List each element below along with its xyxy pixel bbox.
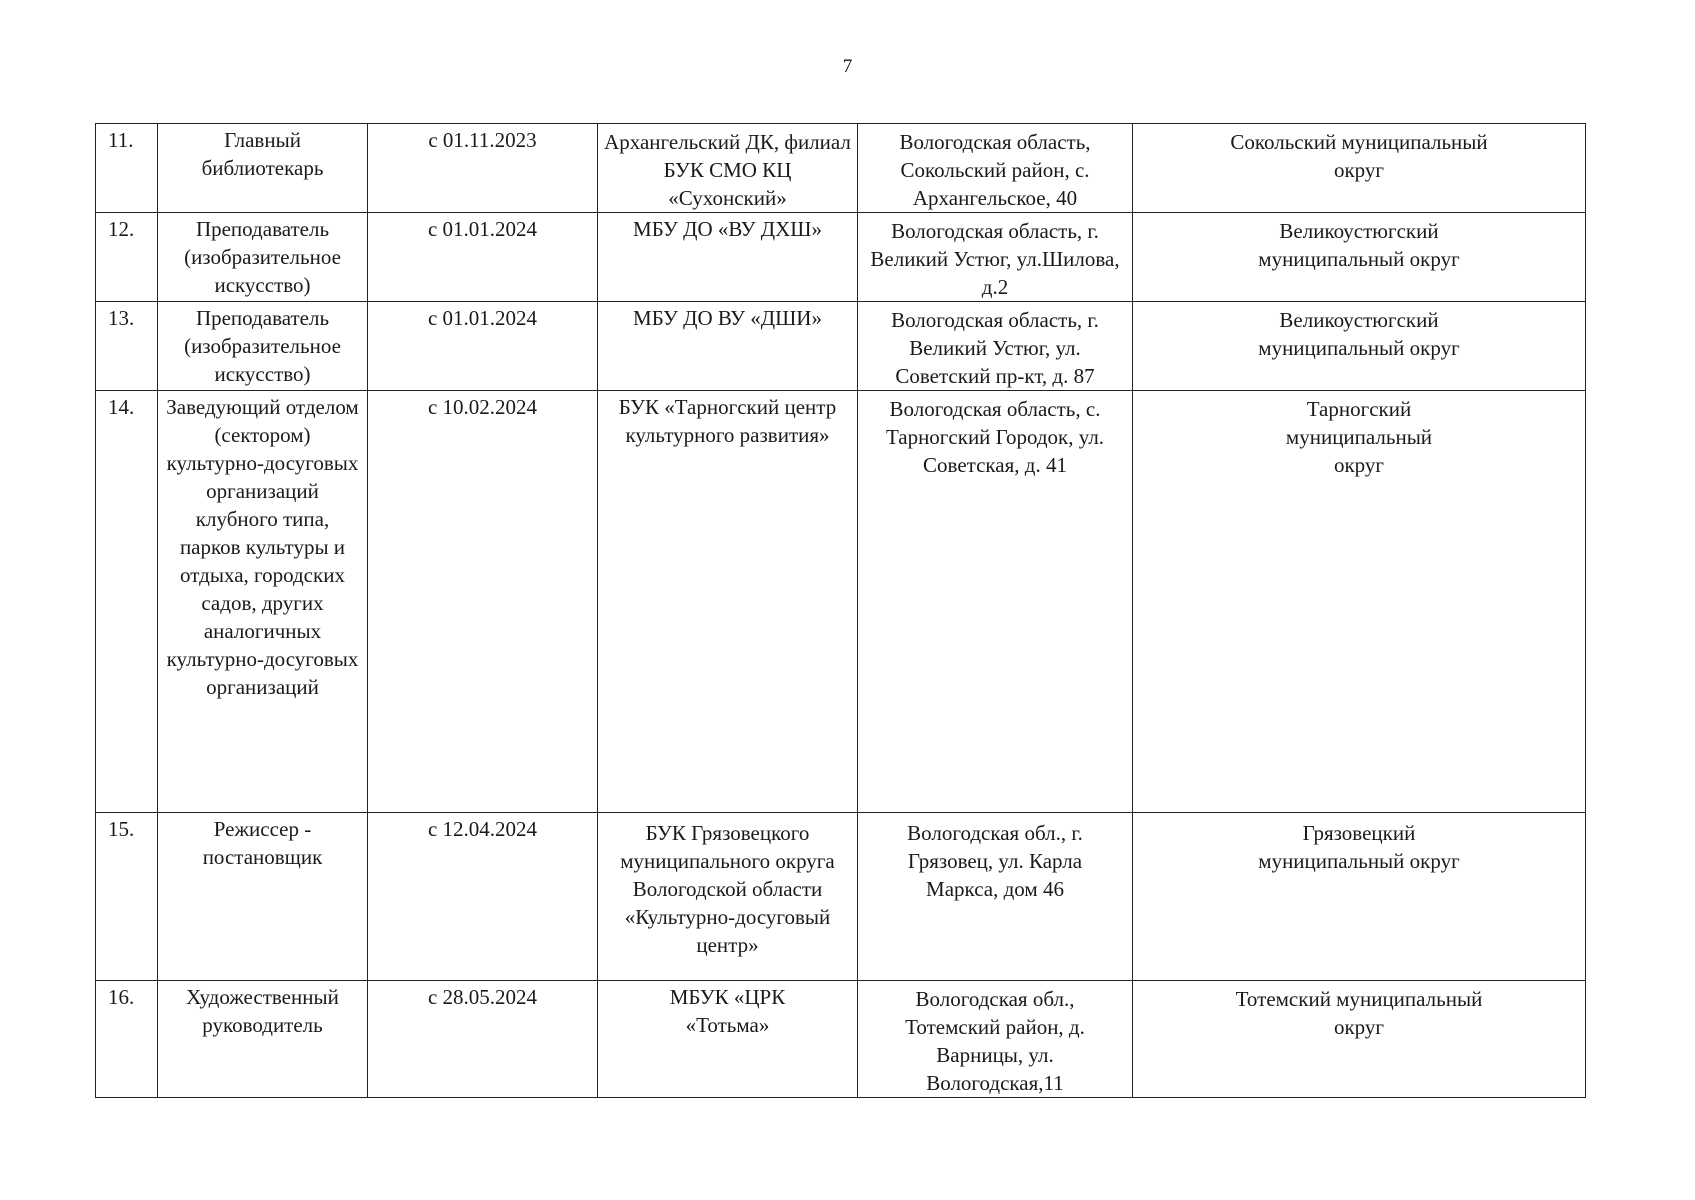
table-row xyxy=(96,813,1586,981)
position-cell: Преподаватель (изобразительное искусство) xyxy=(158,213,368,302)
table-row xyxy=(96,391,1586,813)
position-cell: Главный библиотекарь xyxy=(158,124,368,213)
organization-cell: МБУК «ЦРК «Тотьма» xyxy=(598,981,858,1098)
address-cell: Вологодская область, г. Великий Устюг, ул.Шилова, д.2 xyxy=(858,213,1133,302)
table-row xyxy=(96,124,1586,213)
positions-table xyxy=(95,123,1586,1098)
table-row xyxy=(96,302,1586,391)
date-cell: с 01.11.2023 xyxy=(368,124,598,213)
address-cell: Вологодская обл., г. Грязовец, ул. Карла Маркса, дом 46 xyxy=(858,813,1133,981)
district-text: Великоустюгский муниципальный округ xyxy=(1258,308,1460,360)
date-cell: с 28.05.2024 xyxy=(368,981,598,1098)
district-cell xyxy=(1133,981,1586,1098)
address-cell: Вологодская область, г. Великий Устюг, ул. Советский пр-кт, д. 87 xyxy=(858,302,1133,391)
district-text: Сокольский муниципальный округ xyxy=(1230,130,1488,182)
district-cell xyxy=(1133,124,1586,213)
district-cell xyxy=(1133,813,1586,981)
row-number: 12. xyxy=(96,213,158,302)
row-number: 13. xyxy=(96,302,158,391)
row-number: 16. xyxy=(96,981,158,1098)
organization-cell: МБУ ДО «ВУ ДХШ» xyxy=(598,213,858,302)
row-number: 11. xyxy=(96,124,158,213)
row-number: 14. xyxy=(96,391,158,813)
position-cell: Режиссер - постановщик xyxy=(158,813,368,981)
position-cell: Художественный руководитель xyxy=(158,981,368,1098)
date-cell: с 01.01.2024 xyxy=(368,302,598,391)
page-number: 7 xyxy=(842,56,853,77)
row-number: 15. xyxy=(96,813,158,981)
district-text: Грязовецкий муниципальный округ xyxy=(1258,821,1460,873)
table-row xyxy=(96,981,1586,1098)
position-cell: Преподаватель (изобразительное искусство) xyxy=(158,302,368,391)
address-cell: Вологодская обл., Тотемский район, д. Варницы, ул. Вологодская,11 xyxy=(858,981,1133,1098)
district-cell xyxy=(1133,391,1586,813)
district-cell xyxy=(1133,213,1586,302)
district-text: Тарногский муниципальный округ xyxy=(1285,397,1433,477)
address-cell: Вологодская область, с. Тарногский Городок, ул. Советская, д. 41 xyxy=(858,391,1133,813)
date-cell: с 12.04.2024 xyxy=(368,813,598,981)
table-row xyxy=(96,213,1586,302)
date-cell: с 01.01.2024 xyxy=(368,213,598,302)
date-cell: с 10.02.2024 xyxy=(368,391,598,813)
organization-cell: Архангельский ДК, филиал БУК СМО КЦ «Сухонский» xyxy=(598,124,858,213)
position-cell: Заведующий отделом (сектором) культурно-досуговых организаций клубного типа, парков культуры и отдыха, городских садов, других аналогичных культурно-досуговых организаций xyxy=(158,391,368,813)
district-cell xyxy=(1133,302,1586,391)
organization-cell: БУК Грязовецкого муниципального округа Вологодской области «Культурно-досуговый центр» xyxy=(598,813,858,981)
district-text: Тотемский муниципальный округ xyxy=(1235,987,1483,1039)
address-cell: Вологодская область, Сокольский район, с. Архангельское, 40 xyxy=(858,124,1133,213)
district-text: Великоустюгский муниципальный округ xyxy=(1258,219,1460,271)
organization-cell: БУК «Тарногский центр культурного развития» xyxy=(598,391,858,813)
organization-cell: МБУ ДО ВУ «ДШИ» xyxy=(598,302,858,391)
